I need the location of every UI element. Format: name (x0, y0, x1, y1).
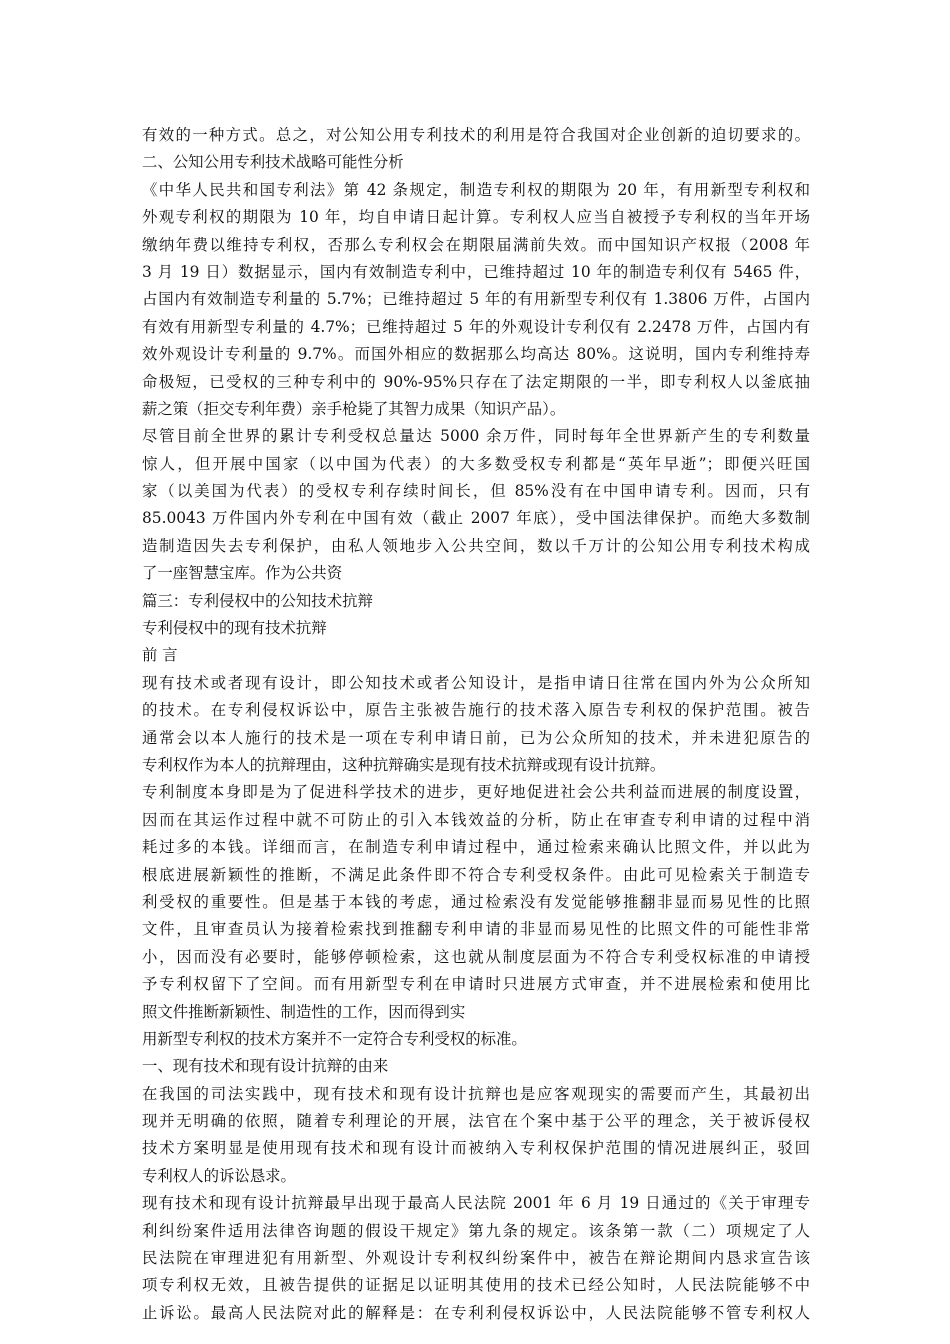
text-line: 一、现有技术和现有设计抗辩的由来 (142, 1057, 389, 1076)
text-line: 薪之策（拒交专利年费）亲手枪毙了其智力成果（知识产品）。 (142, 399, 566, 418)
text-line: 专利制度本身即是为了促进科学技术的进步，更好地促进社会公共利益而进展的制度设置， (142, 783, 810, 802)
text-line: 现有技术或者现有设计，即公知技术或者公知设计，是指申请日往常在国内外为公众所知 (142, 673, 810, 692)
text-line: 尽管目前全世界的累计专利受权总量达 5000 余万件，同时每年全世界新产生的专利数量 (142, 427, 810, 446)
text-line: 专利权人的诉讼恳求。 (142, 1166, 296, 1185)
text-line: 因而在其运作过程中就不可防止的引入本钱效益的分析，防止在审查专利申请的过程中消 (142, 810, 810, 829)
text-line: 利受权的重要性。但是基于本钱的考虑，通过检索没有发觉能够推翻非显而易见性的比照 (142, 892, 810, 911)
text-line: 利纠纷案件适用法律咨询题的假设干规定》第九条的规定。该条第一款（二）项规定了人 (142, 1221, 810, 1240)
text-line: 有效的一种方式。总之，对公知公用专利技术的利用是符合我国对企业创新的迫切要求的。 (142, 126, 810, 144)
text-line: 文件，且审查员认为接着检索找到推翻专利申请的非显而易见性的比照文件的可能性非常 (142, 920, 810, 939)
text-line: 造制造因失去专利保护，由私人领地步入公共空间，数以千万计的公知公用专利技术构成 (142, 536, 810, 555)
text-line: 民法院在审理进犯有用新型、外观设计专利权纠纷案件中，被告在辩论期间内恳求宣告该 (142, 1249, 810, 1268)
text-line: 现有技术和现有设计抗辩最早出现于最高人民法院 2001 年 6 月 19 日通过的《关于审理专 (142, 1194, 810, 1213)
text-line: 予专利权留下了空间。而有用新型专利在申请时只进展方式审查，并不进展检索和使用比 (142, 975, 810, 994)
text-line: 有效有用新型专利量的 4.7%；已维持超过 5 年的外观设计专利仅有 2.2478 万件，占国内有 (142, 317, 810, 336)
text-line: 在我国的司法实践中，现有技术和现有设计抗辩也是应客观现实的需要而产生，其最初出 (142, 1084, 810, 1103)
text-line: 专利侵权中的现有技术抗辩 (142, 619, 327, 638)
document-body (142, 122, 810, 1327)
text-line: 篇三：专利侵权中的公知技术抗辩 (142, 591, 373, 610)
text-line: 缴纳年费以维持专利权，否那么专利权会在期限届满前失效。而中国知识产权报（2008 年 (142, 235, 810, 254)
text-line: 止诉讼。最高人民法院对此的解释是：在专利利侵权诉讼中，人民法院能够不管专利权人 (142, 1303, 810, 1322)
text-line: 前 言 (142, 646, 178, 665)
text-line: 惊人，但开展中国家（以中国为代表）的大多数受权专利都是“英年早逝”；即便兴旺国 (142, 454, 810, 473)
text-line: 3 月 19 日）数据显示，国内有效制造专利中，已维持超过 10 年的制造专利仅有 5465 件， (142, 262, 810, 281)
text-line: 二、公知公用专利技术战略可能性分析 (142, 153, 404, 172)
text-line: 技术方案明显是使用现有技术和现有设计而被纳入专利权保护范围的情况进展纠正，驳回 (142, 1139, 810, 1158)
text-line: 效外观设计专利量的 9.7%。而国外相应的数据那么均高达 80%。这说明，国内专利维持寿 (142, 345, 810, 364)
text-line: 根底进展新颖性的推断，不满足此条件即不符合专利受权条件。由此可见检索关于制造专 (142, 865, 810, 884)
text-line: 小，因而没有必要时，能够停顿检索，这也就从制度层面为不符合专利受权标准的申请授 (142, 947, 810, 966)
text-line: 照文件推断新颖性、制造性的工作，因而得到实 (142, 1002, 466, 1021)
text-line: 命极短，已受权的三种专利中的 90%-95%只存在了法定期限的一半，即专利权人以釜底抽 (142, 372, 810, 391)
text-line: 专利权作为本人的抗辩理由，这种抗辩确实是现有技术抗辩或现有设计抗辩。 (142, 755, 666, 774)
text-line: 占国内有效制造专利量的 5.7%；已维持超过 5 年的有用新型专利仅有 1.3806 万件，占国内 (142, 290, 810, 309)
text-line: 耗过多的本钱。详细而言，在制造专利申请过程中，通过检索来确认比照文件，并以此为 (142, 838, 810, 857)
text-line: 的技术。在专利侵权诉讼中，原告主张被告施行的技术落入原告专利权的保护范围。被告 (142, 701, 810, 720)
text-line: 用新型专利权的技术方案并不一定符合专利受权的标准。 (142, 1029, 527, 1048)
text-line: 现并无明确的依照，随着专利理论的开展，法官在个案中基于公平的理念，关于被诉侵权 (142, 1112, 810, 1131)
text-line: 项专利权无效，且被告提供的证据足以证明其使用的技术已经公知时，人民法院能够不中 (142, 1276, 810, 1295)
text-line: 《中华人民共和国专利法》第 42 条规定，制造专利权的期限为 20 年，有用新型专利权和 (142, 180, 810, 199)
text-line: 家（以美国为代表）的受权专利存续时间长，但 85%没有在中国申请专利。因而，只有 (142, 482, 810, 501)
text-line: 85.0043 万件国内外专利在中国有效（截止 2007 年底），受中国法律保护。而绝大多数制 (142, 509, 810, 528)
text-line: 了一座智慧宝库。作为公共资 (142, 564, 343, 583)
text-line: 通常会以本人施行的技术是一项在专利申请日前，已为公众所知的技术，并未进犯原告的 (142, 728, 810, 747)
text-line: 外观专利权的期限为 10 年，均自申请日起计算。专利权人应当自被授予专利权的当年开场 (142, 208, 810, 227)
